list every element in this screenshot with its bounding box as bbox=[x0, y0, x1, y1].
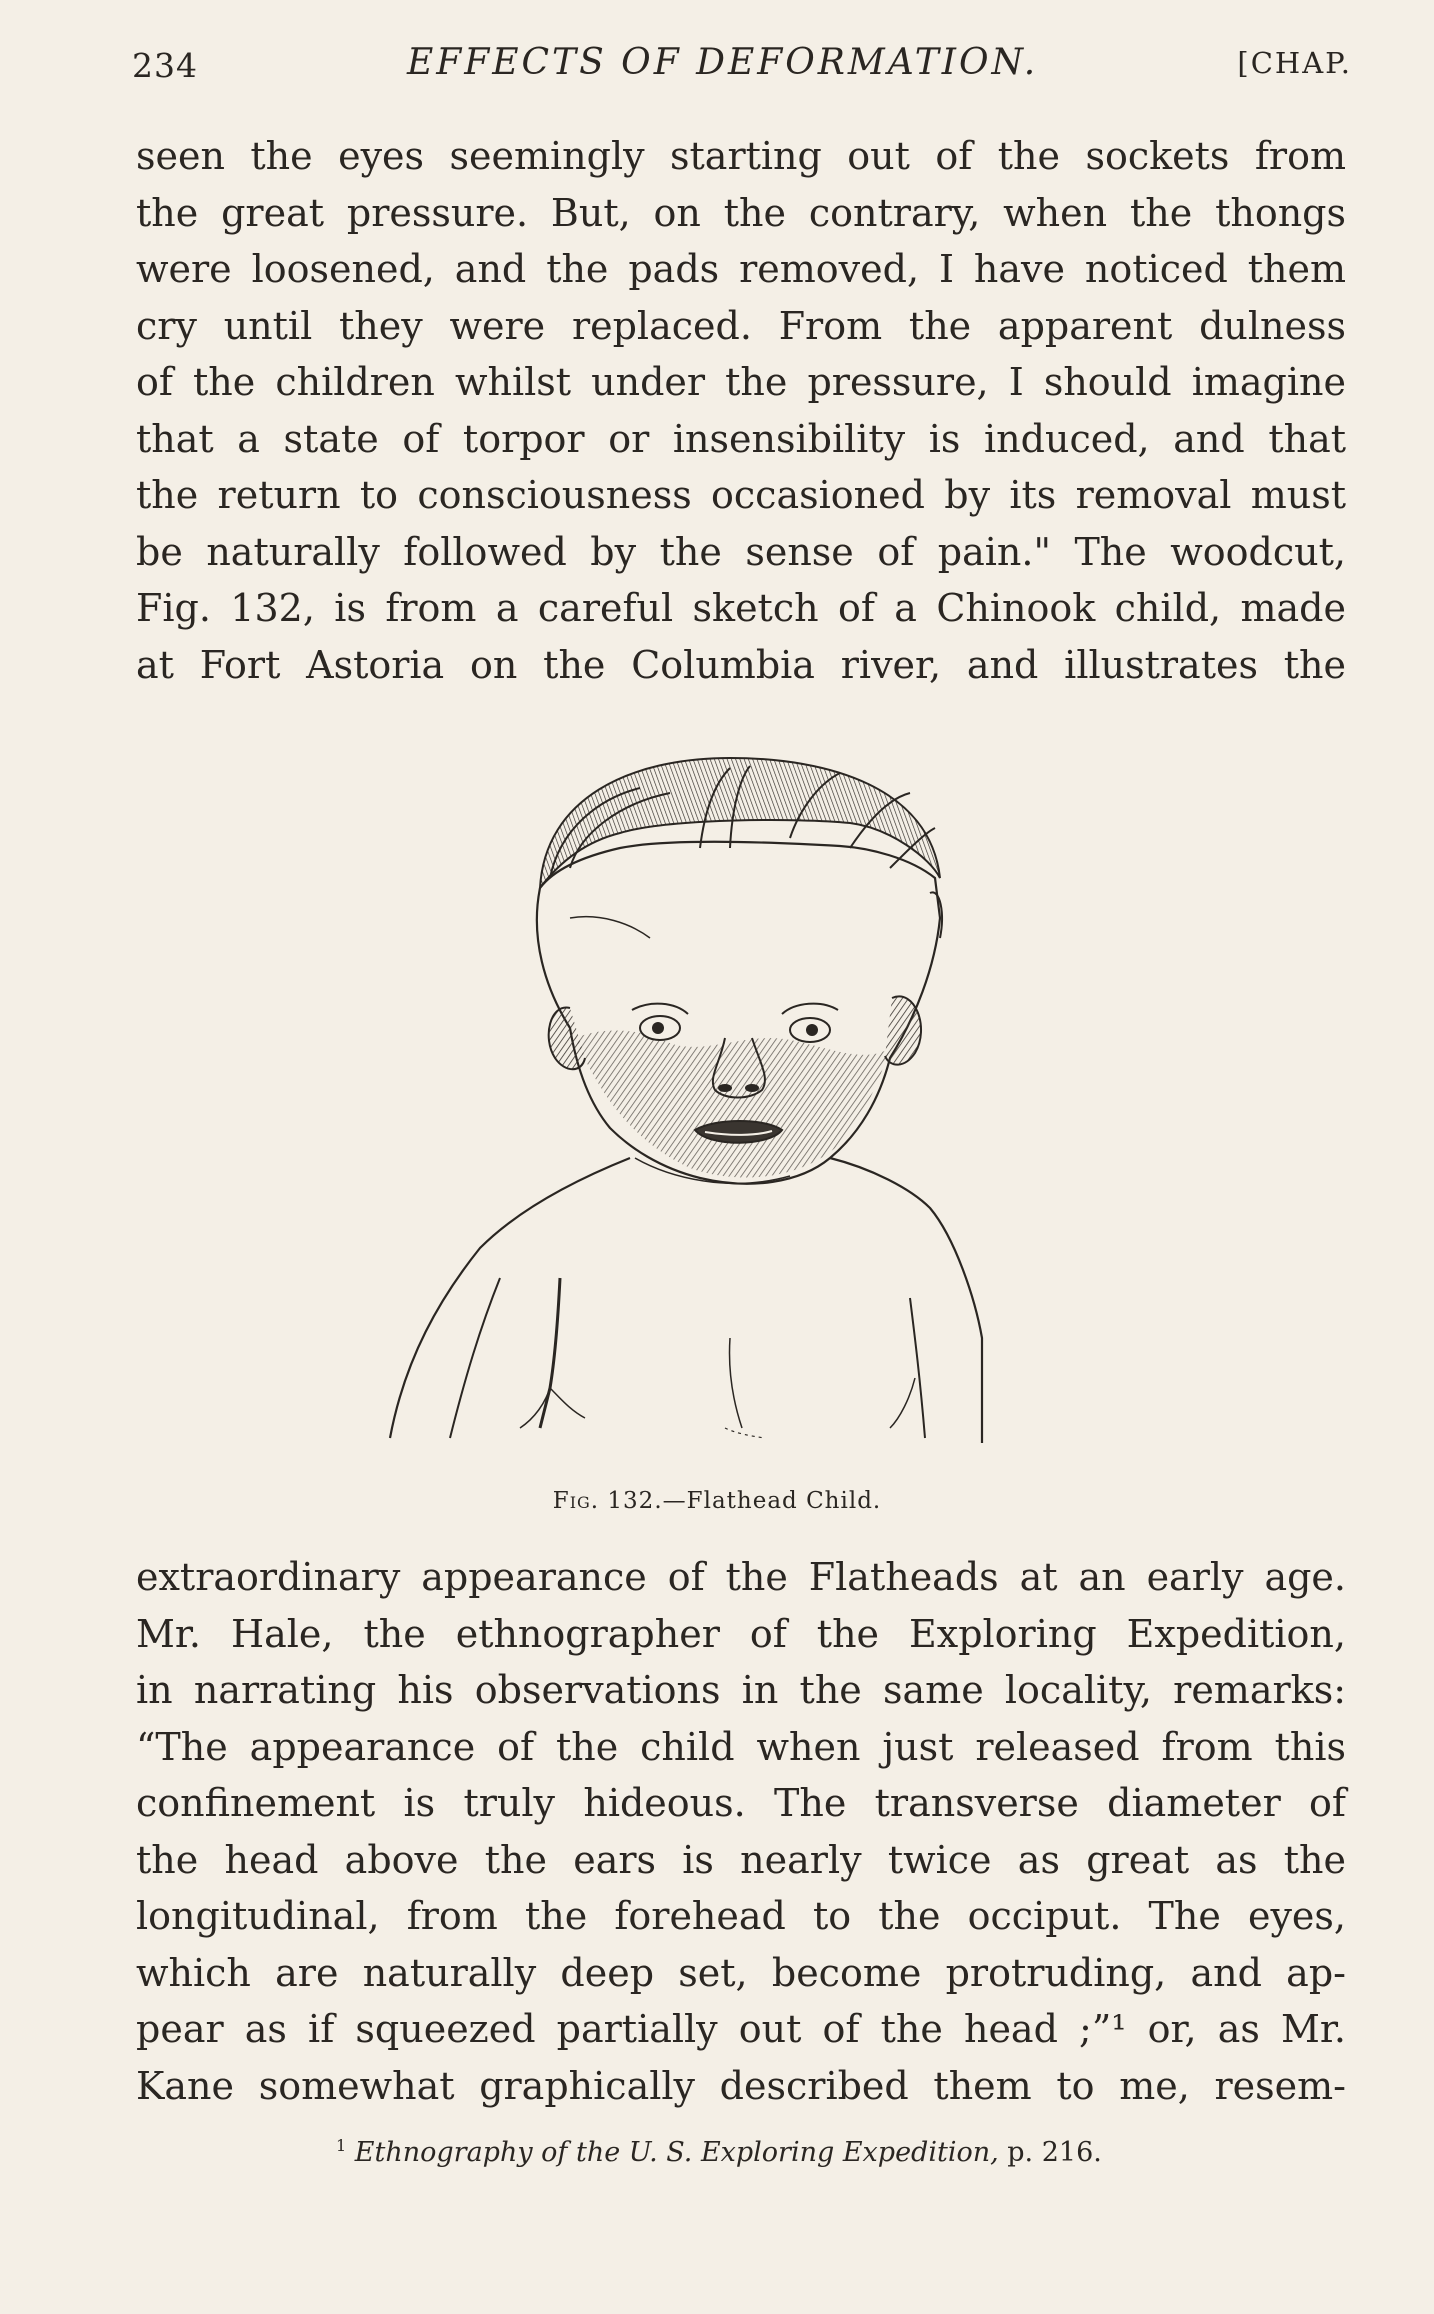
shoulders bbox=[390, 1158, 630, 1438]
text-line: confinement is truly hideous. The transverse diameter of bbox=[136, 1781, 1346, 1825]
footnote-marker: 1 bbox=[336, 2136, 347, 2155]
text-line: Fig. 132, is from a careful sketch of a Chinook child, made bbox=[136, 586, 1346, 630]
face-shading bbox=[575, 1031, 890, 1178]
text-line: be naturally followed by the sense of pain." The woodcut, bbox=[136, 529, 1346, 574]
text-line: the great pressure. But, on the contrary, when the thongs bbox=[136, 190, 1346, 235]
text-line: pear as if squeezed partially out of the head ;”¹ or, as Mr. bbox=[136, 2007, 1346, 2051]
text-line: seen the eyes seemingly starting out of the sockets from bbox=[136, 134, 1346, 178]
figure-caption bbox=[0, 1488, 1434, 1514]
chapter-label: [CHAP. bbox=[1237, 46, 1352, 80]
woodcut-illustration bbox=[370, 738, 1090, 1458]
hair bbox=[540, 758, 940, 888]
footnote-title: Ethnography of the U. S. Exploring Expedition, bbox=[354, 2137, 999, 2168]
text-line: at Fort Astoria on the Columbia river, and illustrates the bbox=[136, 642, 1346, 687]
footnote-page: p. 216. bbox=[998, 2137, 1102, 2168]
footnote bbox=[336, 2136, 1102, 2168]
flathead-child-engraving bbox=[370, 738, 1090, 1458]
text-line: were loosened, and the pads removed, I have noticed them bbox=[136, 247, 1346, 291]
left-arm bbox=[450, 1278, 500, 1438]
text-line: that a state of torpor or insensibility is induced, and that bbox=[136, 416, 1346, 461]
paragraph-top bbox=[136, 128, 1346, 693]
right-ear bbox=[885, 996, 921, 1064]
paragraph-bottom bbox=[136, 1549, 1346, 2114]
running-title: EFFECTS OF DEFORMATION. bbox=[407, 42, 1039, 83]
text-line: of the children whilst under the pressure, I should imagine bbox=[136, 360, 1346, 404]
running-head bbox=[132, 36, 1354, 86]
right-arm bbox=[910, 1298, 925, 1438]
text-line: the head above the ears is nearly twice as great as the bbox=[136, 1837, 1346, 1882]
text-line: extraordinary appearance of the Flatheads at an early age. bbox=[136, 1555, 1346, 1599]
figure-label: Fig. 132. bbox=[552, 1488, 663, 1514]
text-line: which are naturally deep set, become protruding, and ap- bbox=[136, 1950, 1346, 1995]
text-line: the return to consciousness occasioned by its removal must bbox=[136, 473, 1346, 517]
page-number: 234 bbox=[132, 46, 198, 85]
figure-title: —Flathead Child. bbox=[662, 1488, 882, 1514]
text-line: Mr. Hale, the ethnographer of the Exploring Expedition, bbox=[136, 1611, 1346, 1656]
text-line: Kane somewhat graphically described them to me, resem- bbox=[136, 2063, 1346, 2108]
text-line: cry until they were replaced. From the apparent dulness bbox=[136, 303, 1346, 348]
text-line: longitudinal, from the forehead to the occiput. The eyes, bbox=[136, 1894, 1346, 1938]
text-line: “The appearance of the child when just released from this bbox=[136, 1724, 1346, 1769]
text-line: in narrating his observations in the same locality, remarks: bbox=[136, 1668, 1346, 1712]
